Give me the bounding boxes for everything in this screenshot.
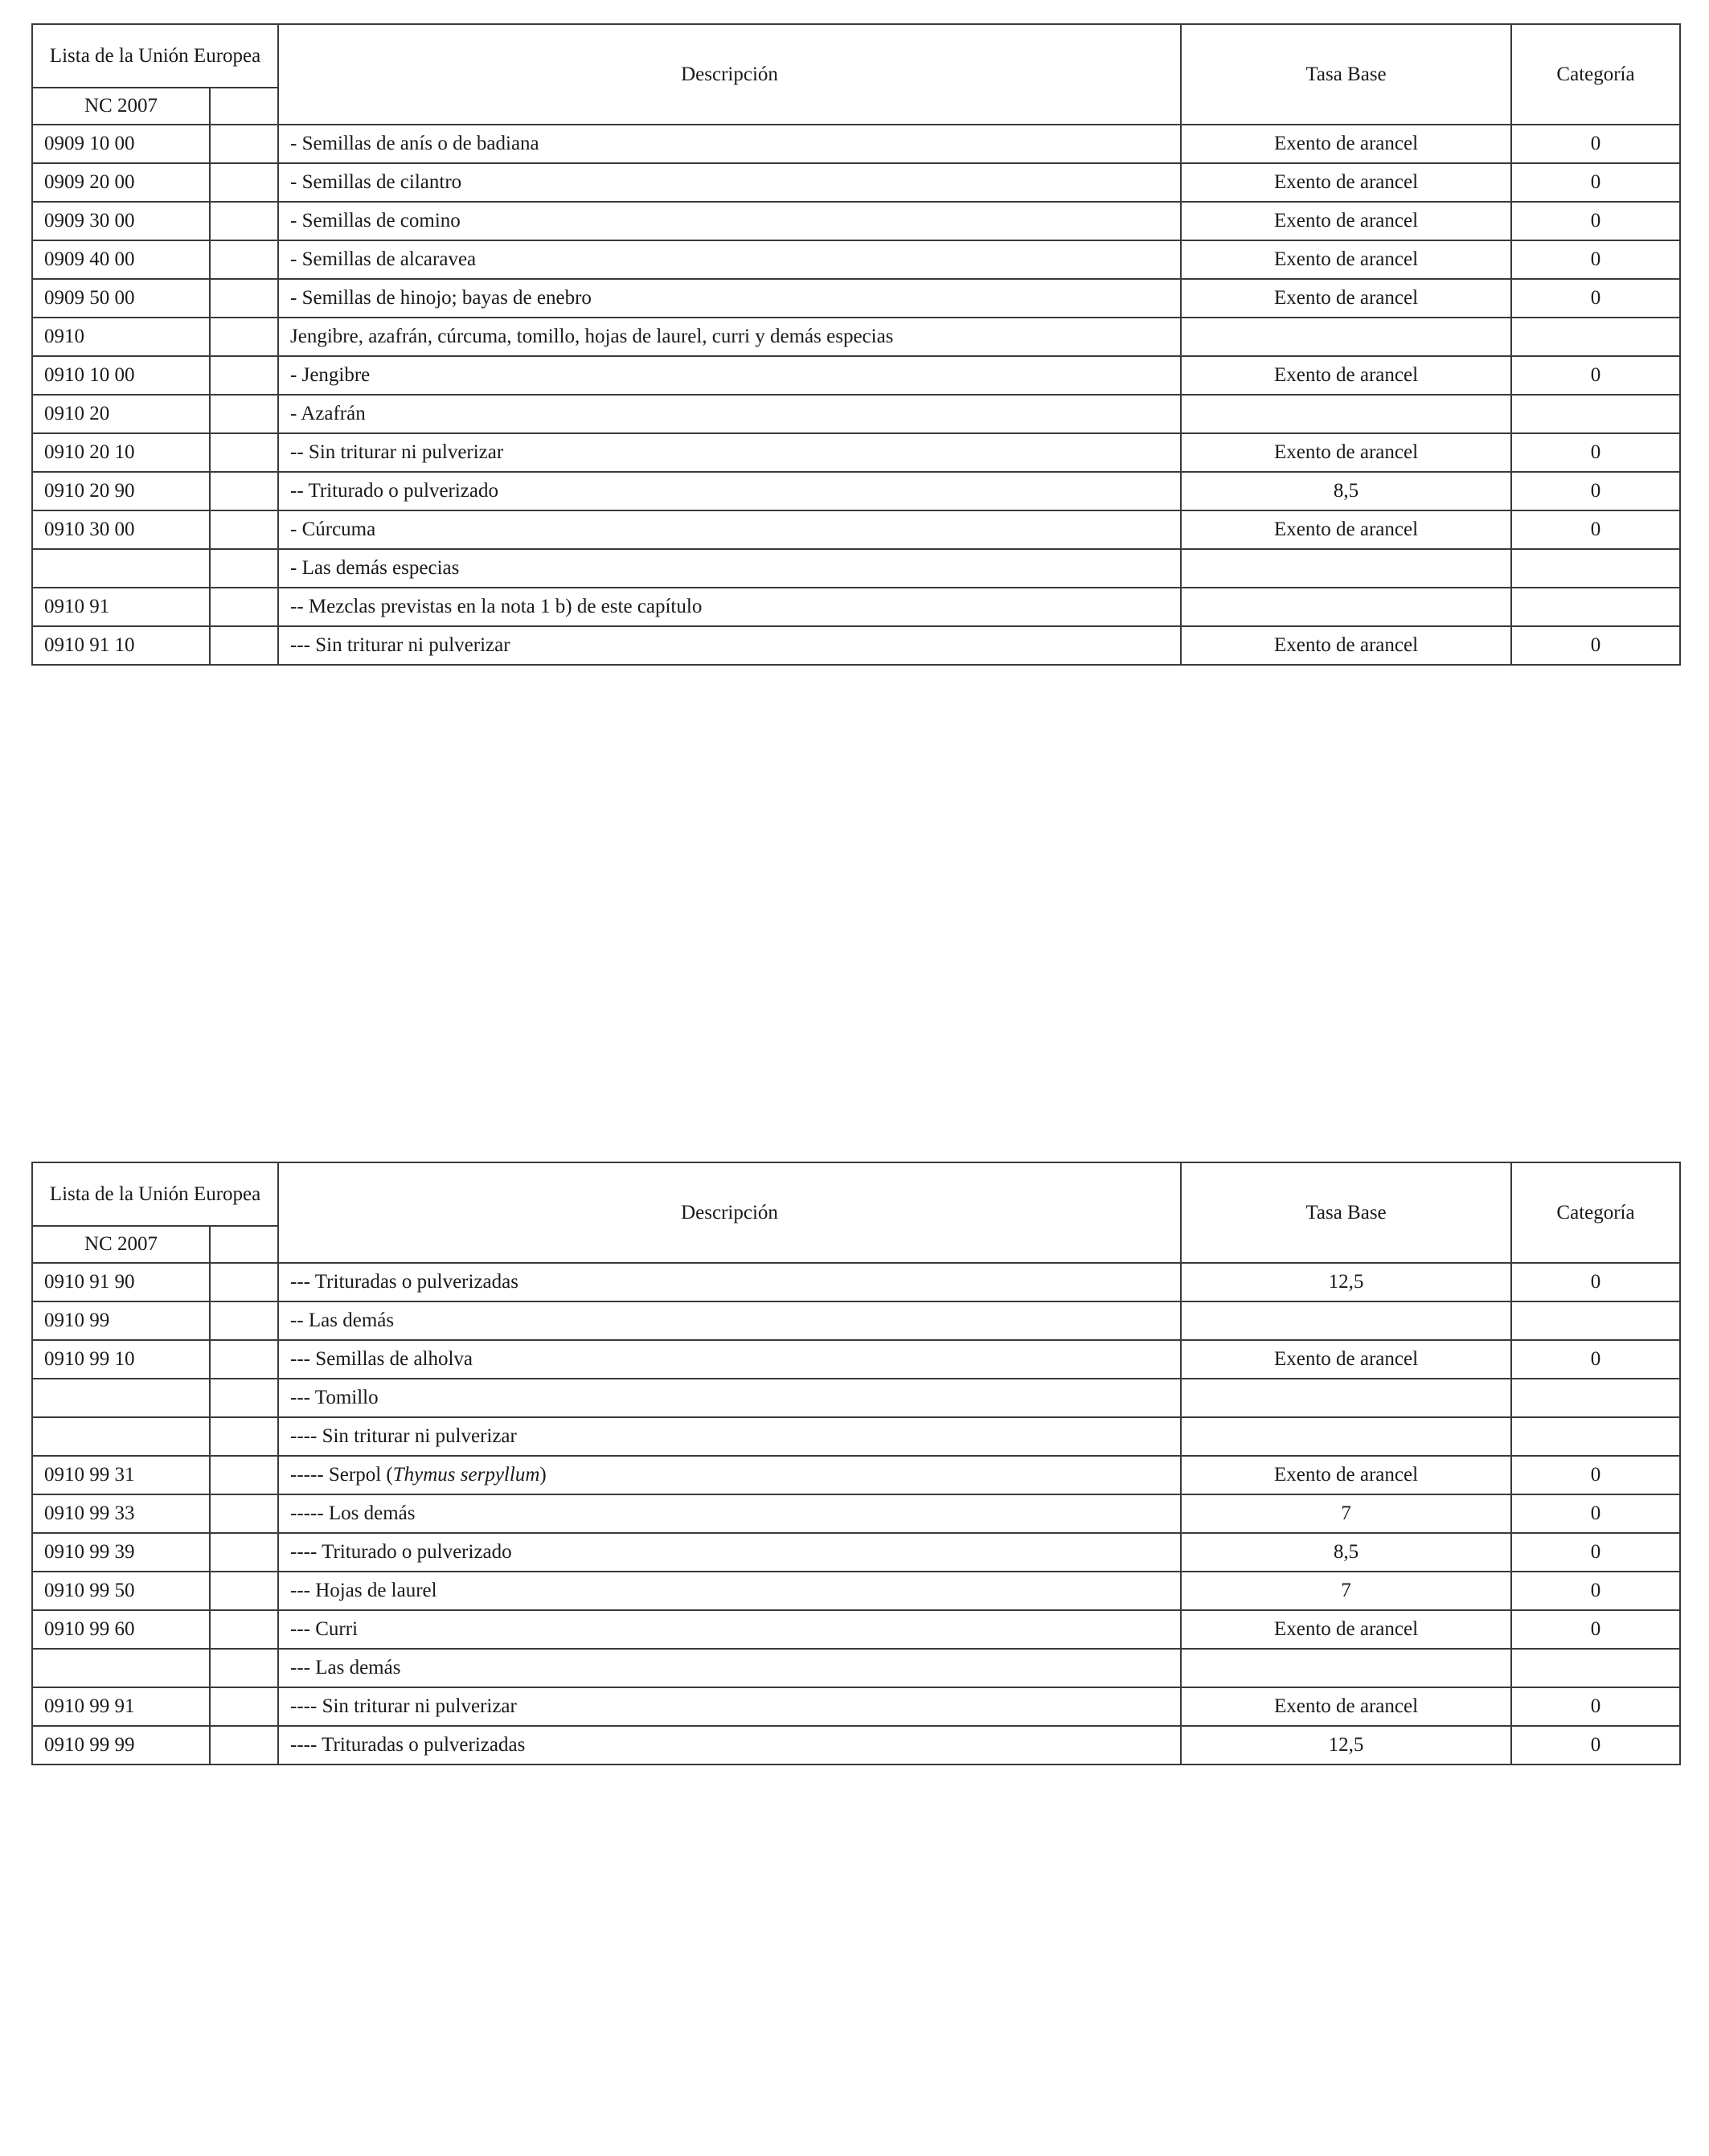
cell-blank [210,395,278,433]
cell-nc-code: 0910 [32,318,210,356]
cell-nc-code: 0910 99 99 [32,1726,210,1765]
cell-base-rate: 8,5 [1181,472,1511,510]
header-category: Categoría [1511,24,1680,125]
header-category: Categoría [1511,1162,1680,1263]
cell-blank [210,626,278,665]
cell-base-rate [1181,1649,1511,1687]
cell-base-rate: Exento de arancel [1181,1456,1511,1494]
cell-description: -- Sin triturar ni pulverizar [278,433,1181,472]
cell-nc-code: 0910 99 [32,1301,210,1340]
header-base-rate: Tasa Base [1181,1162,1511,1263]
table-row [32,1379,1680,1417]
cell-blank [210,279,278,318]
table-row [32,356,1680,395]
cell-base-rate: Exento de arancel [1181,125,1511,163]
cell-base-rate: Exento de arancel [1181,1340,1511,1379]
cell-nc-code: 0909 30 00 [32,202,210,240]
cell-base-rate: Exento de arancel [1181,1687,1511,1726]
table-row [32,1687,1680,1726]
cell-nc-code: 0910 99 39 [32,1533,210,1572]
cell-description: --- Tomillo [278,1379,1181,1417]
cell-nc-code: 0910 20 [32,395,210,433]
cell-nc-code: 0910 20 90 [32,472,210,510]
cell-base-rate: Exento de arancel [1181,240,1511,279]
table-row [32,395,1680,433]
cell-base-rate: Exento de arancel [1181,433,1511,472]
scientific-name: Thymus serpyllum [392,1464,540,1486]
cell-description: ---- Trituradas o pulverizadas [278,1726,1181,1765]
cell-base-rate: Exento de arancel [1181,163,1511,202]
cell-blank [210,433,278,472]
cell-category: 0 [1511,125,1680,163]
cell-category: 0 [1511,1340,1680,1379]
cell-blank [210,125,278,163]
table-row [32,1572,1680,1610]
cell-nc-code: 0910 91 [32,588,210,626]
cell-blank [210,1301,278,1340]
cell-nc-code: 0910 99 91 [32,1687,210,1726]
cell-blank [210,588,278,626]
cell-base-rate: Exento de arancel [1181,202,1511,240]
cell-blank [210,1379,278,1417]
cell-category: 0 [1511,356,1680,395]
cell-base-rate: 12,5 [1181,1726,1511,1765]
table-header [32,24,1680,125]
cell-description [278,1456,1181,1494]
cell-nc-code: 0909 50 00 [32,279,210,318]
cell-nc-code: 0909 40 00 [32,240,210,279]
cell-nc-code: 0910 99 31 [32,1456,210,1494]
header-nc-blank [210,88,278,125]
cell-base-rate: 7 [1181,1572,1511,1610]
cell-category [1511,549,1680,588]
header-description: Descripción [278,1162,1181,1263]
cell-blank [210,1456,278,1494]
cell-nc-code [32,1649,210,1687]
tariff-table-1 [31,23,1681,666]
table-row [32,626,1680,665]
cell-description: -- Mezclas previstas en la nota 1 b) de este capítulo [278,588,1181,626]
cell-description: - Semillas de comino [278,202,1181,240]
cell-nc-code: 0910 99 50 [32,1572,210,1610]
table-row [32,472,1680,510]
cell-category: 0 [1511,1610,1680,1649]
cell-nc-code [32,1379,210,1417]
table-row [32,588,1680,626]
header-nc-2007: NC 2007 [32,1226,210,1263]
table-row [32,240,1680,279]
cell-base-rate: 12,5 [1181,1263,1511,1301]
table-row [32,1301,1680,1340]
cell-blank [210,1572,278,1610]
cell-category: 0 [1511,163,1680,202]
header-list-union: Lista de la Unión Europea [32,24,278,88]
description-text: ----- Serpol ( [290,1464,393,1486]
header-description: Descripción [278,24,1181,125]
header-nc-blank [210,1226,278,1263]
cell-base-rate: Exento de arancel [1181,1610,1511,1649]
cell-category: 0 [1511,1533,1680,1572]
cell-blank [210,1610,278,1649]
cell-category: 0 [1511,1494,1680,1533]
table-row [32,318,1680,356]
cell-description: - Las demás especias [278,549,1181,588]
table-header [32,1162,1680,1263]
cell-base-rate [1181,1379,1511,1417]
table-row [32,1726,1680,1765]
cell-blank [210,240,278,279]
cell-blank [210,1263,278,1301]
cell-nc-code: 0910 99 60 [32,1610,210,1649]
cell-nc-code: 0910 30 00 [32,510,210,549]
cell-category: 0 [1511,202,1680,240]
cell-description: -- Las demás [278,1301,1181,1340]
cell-description: -- Triturado o pulverizado [278,472,1181,510]
cell-description: - Cúrcuma [278,510,1181,549]
cell-base-rate: Exento de arancel [1181,356,1511,395]
table-row [32,549,1680,588]
cell-blank [210,356,278,395]
cell-blank [210,1726,278,1765]
cell-description: ---- Sin triturar ni pulverizar [278,1417,1181,1456]
table-row [32,279,1680,318]
cell-description: - Semillas de alcaravea [278,240,1181,279]
cell-description: --- Las demás [278,1649,1181,1687]
cell-blank [210,318,278,356]
cell-category [1511,1417,1680,1456]
cell-category: 0 [1511,510,1680,549]
table-row [32,510,1680,549]
table-row [32,1610,1680,1649]
cell-base-rate: Exento de arancel [1181,510,1511,549]
cell-nc-code [32,1417,210,1456]
cell-nc-code: 0910 99 10 [32,1340,210,1379]
cell-category: 0 [1511,1456,1680,1494]
cell-description: --- Sin triturar ni pulverizar [278,626,1181,665]
tariff-table-2 [31,1162,1681,1765]
cell-blank [210,1687,278,1726]
table-row [32,1494,1680,1533]
cell-base-rate [1181,1417,1511,1456]
cell-description: --- Curri [278,1610,1181,1649]
cell-category [1511,1649,1680,1687]
table-row [32,1649,1680,1687]
cell-description: ----- Los demás [278,1494,1181,1533]
cell-description: - Semillas de hinojo; bayas de enebro [278,279,1181,318]
table-row [32,202,1680,240]
cell-category [1511,395,1680,433]
cell-category: 0 [1511,1726,1680,1765]
cell-blank [210,202,278,240]
cell-base-rate [1181,318,1511,356]
cell-description: ---- Triturado o pulverizado [278,1533,1181,1572]
table-body [32,125,1680,665]
cell-category: 0 [1511,472,1680,510]
table-row [32,1263,1680,1301]
cell-description: Jengibre, azafrán, cúrcuma, tomillo, hojas de laurel, curri y demás especias [278,318,1181,356]
cell-nc-code: 0909 10 00 [32,125,210,163]
cell-category [1511,318,1680,356]
cell-blank [210,1417,278,1456]
cell-nc-code: 0910 20 10 [32,433,210,472]
cell-blank [210,472,278,510]
cell-blank [210,1340,278,1379]
cell-description: - Semillas de anís o de badiana [278,125,1181,163]
cell-blank [210,549,278,588]
table-row [32,1340,1680,1379]
table-row [32,1456,1680,1494]
cell-description: - Semillas de cilantro [278,163,1181,202]
cell-nc-code: 0910 91 90 [32,1263,210,1301]
table-row [32,433,1680,472]
cell-description: --- Semillas de alholva [278,1340,1181,1379]
cell-category [1511,1301,1680,1340]
description-text-suffix: ) [539,1464,547,1486]
cell-category: 0 [1511,279,1680,318]
cell-category: 0 [1511,1687,1680,1726]
cell-blank [210,1533,278,1572]
cell-description: ---- Sin triturar ni pulverizar [278,1687,1181,1726]
table-row [32,125,1680,163]
header-list-union: Lista de la Unión Europea [32,1162,278,1226]
cell-blank [210,1649,278,1687]
table-body [32,1263,1680,1765]
cell-description: - Jengibre [278,356,1181,395]
cell-category [1511,588,1680,626]
cell-category: 0 [1511,1263,1680,1301]
cell-description: --- Hojas de laurel [278,1572,1181,1610]
table-row [32,163,1680,202]
cell-nc-code: 0909 20 00 [32,163,210,202]
cell-blank [210,510,278,549]
cell-description: --- Trituradas o pulverizadas [278,1263,1181,1301]
table-row [32,1533,1680,1572]
cell-category: 0 [1511,626,1680,665]
cell-category: 0 [1511,1572,1680,1610]
cell-base-rate [1181,549,1511,588]
header-nc-2007: NC 2007 [32,88,210,125]
cell-base-rate: Exento de arancel [1181,279,1511,318]
cell-base-rate: Exento de arancel [1181,626,1511,665]
cell-nc-code [32,549,210,588]
cell-base-rate [1181,1301,1511,1340]
cell-nc-code: 0910 99 33 [32,1494,210,1533]
table-row [32,1417,1680,1456]
header-base-rate: Tasa Base [1181,24,1511,125]
cell-blank [210,1494,278,1533]
cell-base-rate [1181,588,1511,626]
cell-description: - Azafrán [278,395,1181,433]
cell-base-rate: 8,5 [1181,1533,1511,1572]
cell-base-rate [1181,395,1511,433]
cell-base-rate: 7 [1181,1494,1511,1533]
cell-category [1511,1379,1680,1417]
cell-blank [210,163,278,202]
cell-nc-code: 0910 91 10 [32,626,210,665]
cell-category: 0 [1511,433,1680,472]
cell-category: 0 [1511,240,1680,279]
cell-nc-code: 0910 10 00 [32,356,210,395]
